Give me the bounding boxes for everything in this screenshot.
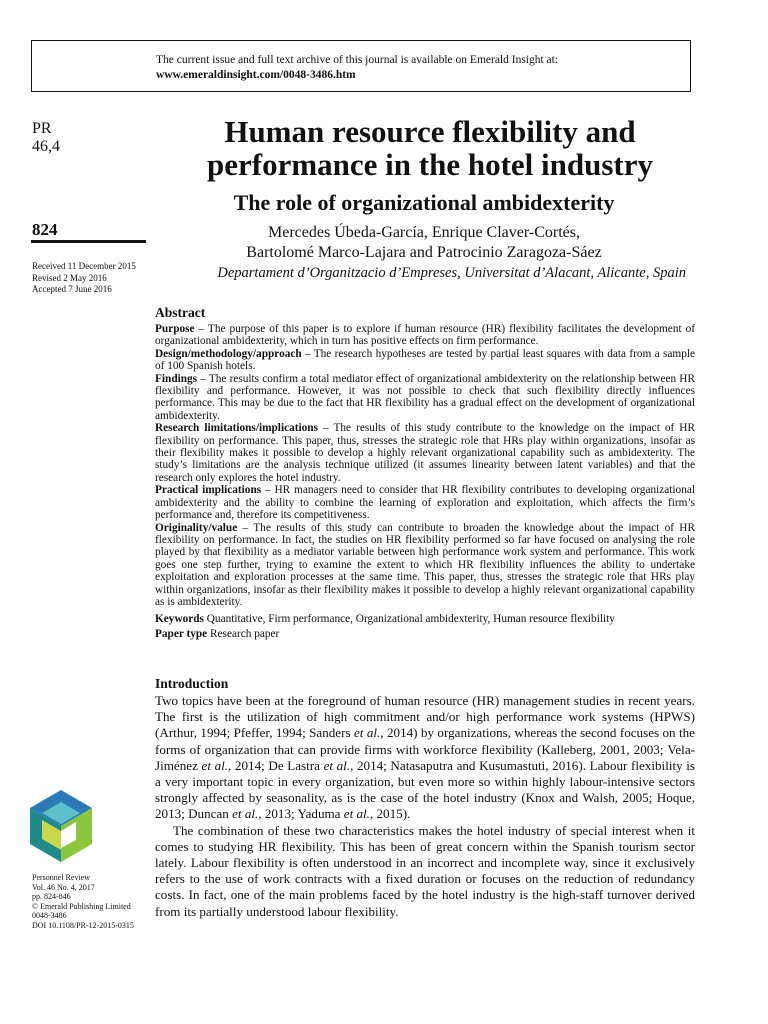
practical-text: – HR managers need to consider that HR flexibility contributes to developing organizational ambidexterity and the ability to combine the learning of exploration and exploitation, which affects the firm’s performance and, therefore its competitiveness.: [155, 484, 696, 522]
abstract-originality: [155, 522, 695, 609]
introduction-section: [155, 676, 695, 920]
citation-metadata: [32, 873, 134, 931]
intro-paragraph-1: [155, 693, 695, 823]
emerald-logo-icon: [30, 790, 92, 862]
abstract-design: [155, 348, 695, 373]
doi: DOI 10.1108/PR-12-2015-0315: [32, 920, 134, 930]
keywords-label: Keywords: [155, 613, 204, 626]
page-range: pp. 824-846: [32, 892, 71, 902]
title-line-2: performance in the hotel industry: [206, 147, 654, 182]
volume-info: Vol. 46 No. 4, 2017: [32, 882, 95, 892]
text-run: , 2013; Yaduma: [258, 806, 344, 822]
et-al: et al.: [353, 725, 381, 741]
margin-rule: [31, 240, 146, 243]
text-run: , 2014) by organizations, whereas the second focuses on the forms of organization that can provide firms with workforce flexibility (Kalleberg, 2001, 2003; Vela-Jiménez: [155, 725, 695, 773]
page-number: 824: [32, 220, 58, 239]
et-al: et al.: [343, 806, 370, 822]
paper-type-label: Paper type: [155, 628, 208, 641]
design-label: Design/methodology/approach: [155, 347, 302, 360]
keywords-text: Quantitative, Firm performance, Organizational ambidexterity, Human resource flexibility: [203, 613, 615, 626]
keywords: [155, 612, 695, 626]
availability-notice: The current issue and full text archive of this journal is available on Emerald Insight at:: [156, 54, 559, 66]
journal-abbr-text: PR: [32, 120, 52, 137]
paper-type-text: Research paper: [207, 628, 280, 641]
originality-text: – The results of this study can contribute to broaden the knowledge about the impact of HR flexibility on performance. In fact, the studies on HR flexibility performed so far have focused on analysing the role played by that flexibility as a mediator variable between high performance work system and performance. This work goes one step further, trying to examine the extent to which HR flexibility influences the ability to undertake exploitation and exploration processes at the same time. This paper, thus, stresses the strategic role that HRs play within organizations, insofar as their flexibility makes it possible to develop a highly relevant organizational capability as is ambidexterity.: [155, 521, 695, 608]
abstract-findings: [155, 373, 695, 423]
issn: 0048-3486: [32, 911, 67, 921]
journal-name: Personnel Review: [32, 873, 90, 882]
abstract-heading: Abstract: [155, 305, 206, 320]
authors-line-1: Mercedes Úbeda-García, Enrique Claver-Cortés,: [268, 224, 580, 241]
practical-label: Practical implications: [155, 484, 262, 497]
paper-type: [155, 627, 695, 641]
text-run: , 2014; Natasaputra and Kusumastuti, 2016). Labour flexibility is a very important topic in every organization, but even more so within highly labour-intensive sectors strongly affected by seasonality, as is the case of the hotel industry (Knox and Walsh, 2005; Hoque, 2013; Duncan: [155, 757, 695, 822]
text-run: , 2015).: [369, 806, 411, 822]
abstract-limitations: [155, 422, 695, 484]
abstract-section: [155, 305, 695, 641]
journal-abbreviation: [32, 120, 60, 156]
affiliation: Departament d’Organitzacio d’Empreses, Universitat d’Alacant, Alicante, Spain: [217, 265, 686, 281]
purpose-label: Purpose: [155, 323, 195, 335]
limitations-label: Research limitations/implications: [155, 422, 318, 435]
publisher: © Emerald Publishing Limited: [32, 901, 131, 911]
author-list: [150, 223, 698, 263]
revised-date: Revised 2 May 2016: [32, 272, 107, 283]
article-history: [32, 261, 136, 296]
text-run: Two topics have been at the foreground of human resource (HR) management studies in recent years. The first is the utilization of high commitment and/or high performance work systems (HPWS) (Arthur, 1994; Pfeffer, 1994; Sanders: [155, 693, 695, 741]
et-al: et al.: [323, 757, 351, 773]
abstract-practical: [155, 484, 695, 521]
intro-paragraph-2: The combination of these two characteristics makes the hotel industry of special interest when it comes to studying HR flexibility. This has been of great concern within the Spanish tourism sector lately. Labour flexibility is often understood in an incorrect and incomplete way, since it exclusively refers to the use of work contracts with a fixed duration or focuses on the reduction of redundancy costs. In fact, one of the main problems faced by the hotel industry is the high-staff turnover derived from its partially understood labour flexibility.: [155, 822, 695, 919]
accepted-date: Accepted 7 June 2016: [32, 284, 112, 294]
text-run: , 2014; De Lastra: [228, 757, 324, 773]
journal-url-link[interactable]: www.emeraldinsight.com/0048-3486.htm: [156, 69, 356, 81]
title-line-1: Human resource flexibility and: [224, 114, 636, 149]
authors-line-2: Bartolomé Marco-Lajara and Patrocinio Zaragoza-Sáez: [246, 244, 602, 261]
et-al: et al.: [232, 806, 259, 822]
volume-issue: 46,4: [32, 138, 60, 155]
originality-label: Originality/value: [155, 521, 238, 534]
design-text: – The research hypotheses are tested by partial least squares with data from a sample of 100 Spanish hotels.: [155, 347, 695, 373]
purpose-text: – The purpose of this paper is to explore if human resource (HR) flexibility facilitates the development of organizational ambidexterity, which in turn has positive effects on firm performance.: [155, 323, 695, 348]
abstract-purpose: [155, 323, 695, 348]
article-title: [150, 115, 710, 181]
journal-availability-box: [31, 40, 691, 92]
findings-label: Findings: [155, 372, 198, 385]
limitations-text: – The results of this study contribute to the knowledge on the impact of HR flexibility on performance. This paper, thus, stresses the strategic role that HRs play within organizations, insofar as their flexibility makes it possible to develop a highly relevant organizational capability such as ambidexterity. The study’s limitations are the analysis technique utilized (it assumes linearity between latent variables) and that the research only explores the hotel industry.: [155, 422, 695, 484]
article-subtitle: The role of organizational ambidexterity: [233, 190, 615, 215]
introduction-heading: Introduction: [155, 676, 229, 691]
et-al: et al.: [201, 757, 229, 773]
received-date: Received 11 December 2015: [32, 261, 136, 271]
findings-text: – The results confirm a total mediator effect of organizational ambidexterity on the relationship between HR flexibility and performance. However, it was not possible to check that such flexibility directly influences performance. This may be due to the fact that HR flexibility has a gradual effect on the development of organizational ambidexterity.: [155, 372, 695, 422]
